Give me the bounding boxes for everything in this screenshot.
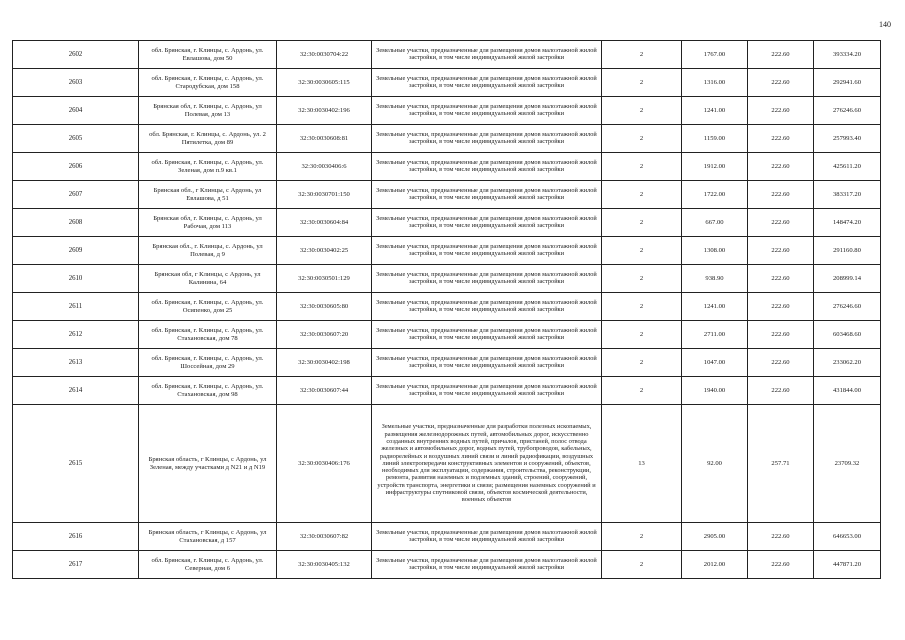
cadastral-number-cell: 32:30:0030402:25	[277, 237, 372, 265]
cadastral-value-cell: 276246.60	[814, 293, 881, 321]
use-group-code-cell: 2	[602, 349, 682, 377]
use-group-code-cell: 2	[602, 377, 682, 405]
address-cell: Брянская обл., г. Клинцы, с. Ардонь, ул Полевая, д 9	[139, 237, 277, 265]
use-group-code-cell: 2	[602, 523, 682, 551]
area-cell: 1159.00	[682, 125, 748, 153]
use-group-code-cell: 2	[602, 321, 682, 349]
row-number-cell: 2608	[13, 209, 139, 237]
cadastral-number-cell: 32:30:0030406:176	[277, 405, 372, 523]
cadastral-number-cell: 32:30:0030406:6	[277, 153, 372, 181]
land-use-cell: Земельные участки, предназначенные для размещения домов малоэтажной жилой застройки, в том числе индивидуальной жилой застройки	[372, 523, 602, 551]
land-use-cell: Земельные участки, предназначенные для размещения домов малоэтажной жилой застройки, в том числе индивидуальной жилой застройки	[372, 153, 602, 181]
address-cell: Брянская обл, г. Клинцы, с. Ардонь, ул Полевая, дом 13	[139, 97, 277, 125]
cadastral-value-cell: 148474.20	[814, 209, 881, 237]
specific-value-cell: 222.60	[748, 377, 814, 405]
use-group-code-cell: 2	[602, 551, 682, 579]
land-use-cell: Земельные участки, предназначенные для размещения домов малоэтажной жилой застройки, в том числе индивидуальной жилой застройки	[372, 265, 602, 293]
use-group-code-cell: 2	[602, 125, 682, 153]
address-cell: обл. Брянская, г. Клинцы, с. Ардонь, ул. Зеленая, дом п.9 кв.1	[139, 153, 277, 181]
cadastral-value-cell: 431844.00	[814, 377, 881, 405]
address-cell: обл. Брянская, г. Клинцы, с. Ардонь, ул. Северная, дом 6	[139, 551, 277, 579]
address-cell: обл. Брянская, г. Клинцы, с. Ардонь, ул. Осипенко, дом 25	[139, 293, 277, 321]
address-cell: Брянская область, г Клинцы, с Ардонь, ул Стахановская, д 157	[139, 523, 277, 551]
use-group-code-cell: 13	[602, 405, 682, 523]
cadastral-number-cell: 32:30:0030704:22	[277, 41, 372, 69]
table-row	[13, 125, 881, 153]
table-row	[13, 265, 881, 293]
address-cell: обл. Брянская, г. Клинцы, с. Ардонь, ул. 2 Пятилетка, дом 89	[139, 125, 277, 153]
specific-value-cell: 222.60	[748, 209, 814, 237]
table-row	[13, 377, 881, 405]
area-cell: 1241.00	[682, 293, 748, 321]
use-group-code-cell: 2	[602, 97, 682, 125]
row-number-cell: 2617	[13, 551, 139, 579]
address-cell: обл. Брянская, г. Клинцы, с. Ардонь, ул. Стахановская, дом 98	[139, 377, 277, 405]
table-row	[13, 405, 881, 523]
row-number-cell: 2603	[13, 69, 139, 97]
specific-value-cell: 222.60	[748, 97, 814, 125]
row-number-cell: 2604	[13, 97, 139, 125]
specific-value-cell: 222.60	[748, 321, 814, 349]
area-cell: 667.00	[682, 209, 748, 237]
area-cell: 1047.00	[682, 349, 748, 377]
cadastral-number-cell: 32:30:0030405:132	[277, 551, 372, 579]
row-number-cell: 2612	[13, 321, 139, 349]
cadastral-value-cell: 292941.60	[814, 69, 881, 97]
land-use-cell: Земельные участки, предназначенные для размещения домов малоэтажной жилой застройки, в том числе индивидуальной жилой застройки	[372, 97, 602, 125]
area-cell: 1308.00	[682, 237, 748, 265]
row-number-cell: 2615	[13, 405, 139, 523]
specific-value-cell: 222.60	[748, 153, 814, 181]
page-number: 140	[879, 20, 891, 29]
address-cell: обл. Брянская, г. Клинцы, с. Ардонь, ул. Шоссейная, дом 29	[139, 349, 277, 377]
row-number-cell: 2613	[13, 349, 139, 377]
land-use-cell: Земельные участки, предназначенные для размещения домов малоэтажной жилой застройки, в том числе индивидуальной жилой застройки	[372, 181, 602, 209]
land-use-cell: Земельные участки, предназначенные для размещения домов малоэтажной жилой застройки, в том числе индивидуальной жилой застройки	[372, 551, 602, 579]
cadastral-number-cell: 32:30:0030402:198	[277, 349, 372, 377]
table-row	[13, 97, 881, 125]
land-use-cell: Земельные участки, предназначенные для размещения домов малоэтажной жилой застройки, в том числе индивидуальной жилой застройки	[372, 293, 602, 321]
table-row	[13, 41, 881, 69]
cadastral-value-cell: 447871.20	[814, 551, 881, 579]
table-row	[13, 293, 881, 321]
row-number-cell: 2616	[13, 523, 139, 551]
address-cell: Брянская обл., г Клинцы, с Ардонь, ул Евлашова, д 51	[139, 181, 277, 209]
area-cell: 1241.00	[682, 97, 748, 125]
cadastral-number-cell: 32:30:0030605:80	[277, 293, 372, 321]
use-group-code-cell: 2	[602, 181, 682, 209]
land-use-cell: Земельные участки, предназначенные для разработки полезных ископаемых, размещения железнодорожных путей, автомобильных дорог, искусственно созданных внутренних водных путей, причалов, пристаней, полос отвода железных и автомобильных дорог, водных путей, трубопроводов, кабельных, радиорелейных и воздушных линий связи и линий радиофикации, воздушных линий электропередачи конструктивных элементов и сооружений, объектов, необходимых для эксплуатации, содержания, строительства, реконструкции, ремонта, развития наземных и подземных зданий, строений, сооружений, устройств транспорта, энергетики и связи; размещения наземных сооружений и инфраструктуры спутниковой связи, объектов космической деятельности, военных объектов	[372, 405, 602, 523]
land-use-cell: Земельные участки, предназначенные для размещения домов малоэтажной жилой застройки, в том числе индивидуальной жилой застройки	[372, 69, 602, 97]
table-body	[13, 41, 881, 579]
row-number-cell: 2609	[13, 237, 139, 265]
row-number-cell: 2607	[13, 181, 139, 209]
land-use-cell: Земельные участки, предназначенные для размещения домов малоэтажной жилой застройки, в том числе индивидуальной жилой застройки	[372, 125, 602, 153]
cadastral-number-cell: 32:30:0030608:81	[277, 125, 372, 153]
table-row	[13, 181, 881, 209]
specific-value-cell: 222.60	[748, 181, 814, 209]
table-row	[13, 69, 881, 97]
row-number-cell: 2606	[13, 153, 139, 181]
table-row	[13, 153, 881, 181]
row-number-cell: 2605	[13, 125, 139, 153]
land-use-cell: Земельные участки, предназначенные для размещения домов малоэтажной жилой застройки, в том числе индивидуальной жилой застройки	[372, 209, 602, 237]
area-cell: 1912.00	[682, 153, 748, 181]
cadastral-value-cell: 257993.40	[814, 125, 881, 153]
address-cell: обл. Брянская, г. Клинцы, с. Ардонь, ул. Евлашова, дом 50	[139, 41, 277, 69]
row-number-cell: 2611	[13, 293, 139, 321]
cadastral-value-cell: 646653.00	[814, 523, 881, 551]
address-cell: обл. Брянская, г. Клинцы, с. Ардонь, ул. Стахановская, дом 78	[139, 321, 277, 349]
area-cell: 1767.00	[682, 41, 748, 69]
specific-value-cell: 222.60	[748, 349, 814, 377]
cadastral-value-cell: 208999.14	[814, 265, 881, 293]
cadastral-value-cell: 276246.60	[814, 97, 881, 125]
use-group-code-cell: 2	[602, 153, 682, 181]
use-group-code-cell: 2	[602, 209, 682, 237]
table-row	[13, 237, 881, 265]
cadastral-value-table	[12, 40, 881, 579]
cadastral-number-cell: 32:30:0030607:44	[277, 377, 372, 405]
land-use-cell: Земельные участки, предназначенные для размещения домов малоэтажной жилой застройки, в том числе индивидуальной жилой застройки	[372, 41, 602, 69]
table-row	[13, 523, 881, 551]
table-row	[13, 209, 881, 237]
address-cell: обл. Брянская, г. Клинцы, с. Ардонь, ул. Стародубская, дом 158	[139, 69, 277, 97]
land-use-cell: Земельные участки, предназначенные для размещения домов малоэтажной жилой застройки, в том числе индивидуальной жилой застройки	[372, 237, 602, 265]
land-use-cell: Земельные участки, предназначенные для размещения домов малоэтажной жилой застройки, в том числе индивидуальной жилой застройки	[372, 321, 602, 349]
land-use-cell: Земельные участки, предназначенные для размещения домов малоэтажной жилой застройки, в том числе индивидуальной жилой застройки	[372, 349, 602, 377]
use-group-code-cell: 2	[602, 41, 682, 69]
cadastral-number-cell: 32:30:0030501:129	[277, 265, 372, 293]
cadastral-value-cell: 425611.20	[814, 153, 881, 181]
cadastral-number-cell: 32:30:0030701:150	[277, 181, 372, 209]
row-number-cell: 2602	[13, 41, 139, 69]
specific-value-cell: 222.60	[748, 237, 814, 265]
land-use-cell: Земельные участки, предназначенные для размещения домов малоэтажной жилой застройки, в том числе индивидуальной жилой застройки	[372, 377, 602, 405]
specific-value-cell: 222.60	[748, 125, 814, 153]
area-cell: 1316.00	[682, 69, 748, 97]
row-number-cell: 2614	[13, 377, 139, 405]
area-cell: 1722.00	[682, 181, 748, 209]
table-row	[13, 349, 881, 377]
cadastral-value-cell: 233062.20	[814, 349, 881, 377]
cadastral-value-cell: 603468.60	[814, 321, 881, 349]
row-number-cell: 2610	[13, 265, 139, 293]
specific-value-cell: 222.60	[748, 293, 814, 321]
cadastral-value-cell: 23709.32	[814, 405, 881, 523]
address-cell: Брянская обл, г Клинцы, с Ардонь, ул Калинина, 64	[139, 265, 277, 293]
use-group-code-cell: 2	[602, 69, 682, 97]
specific-value-cell: 222.60	[748, 523, 814, 551]
area-cell: 2711.00	[682, 321, 748, 349]
table-row	[13, 321, 881, 349]
area-cell: 2905.00	[682, 523, 748, 551]
cadastral-number-cell: 32:30:0030605:115	[277, 69, 372, 97]
cadastral-number-cell: 32:30:0030607:82	[277, 523, 372, 551]
specific-value-cell: 257.71	[748, 405, 814, 523]
use-group-code-cell: 2	[602, 293, 682, 321]
cadastral-value-cell: 291160.80	[814, 237, 881, 265]
cadastral-number-cell: 32:30:0030604:84	[277, 209, 372, 237]
specific-value-cell: 222.60	[748, 551, 814, 579]
specific-value-cell: 222.60	[748, 69, 814, 97]
area-cell: 1940.00	[682, 377, 748, 405]
cadastral-value-cell: 383317.20	[814, 181, 881, 209]
use-group-code-cell: 2	[602, 237, 682, 265]
address-cell: Брянская область, г Клинцы, с Ардонь, ул Зеленая, между участками д N21 и д N19	[139, 405, 277, 523]
table-row	[13, 551, 881, 579]
specific-value-cell: 222.60	[748, 41, 814, 69]
cadastral-number-cell: 32:30:0030402:196	[277, 97, 372, 125]
area-cell: 2012.00	[682, 551, 748, 579]
address-cell: Брянская обл, г. Клинцы, с. Ардонь, ул Рабочая, дом 113	[139, 209, 277, 237]
area-cell: 938.90	[682, 265, 748, 293]
cadastral-number-cell: 32:30:0030607:20	[277, 321, 372, 349]
cadastral-value-cell: 393334.20	[814, 41, 881, 69]
area-cell: 92.00	[682, 405, 748, 523]
use-group-code-cell: 2	[602, 265, 682, 293]
specific-value-cell: 222.60	[748, 265, 814, 293]
